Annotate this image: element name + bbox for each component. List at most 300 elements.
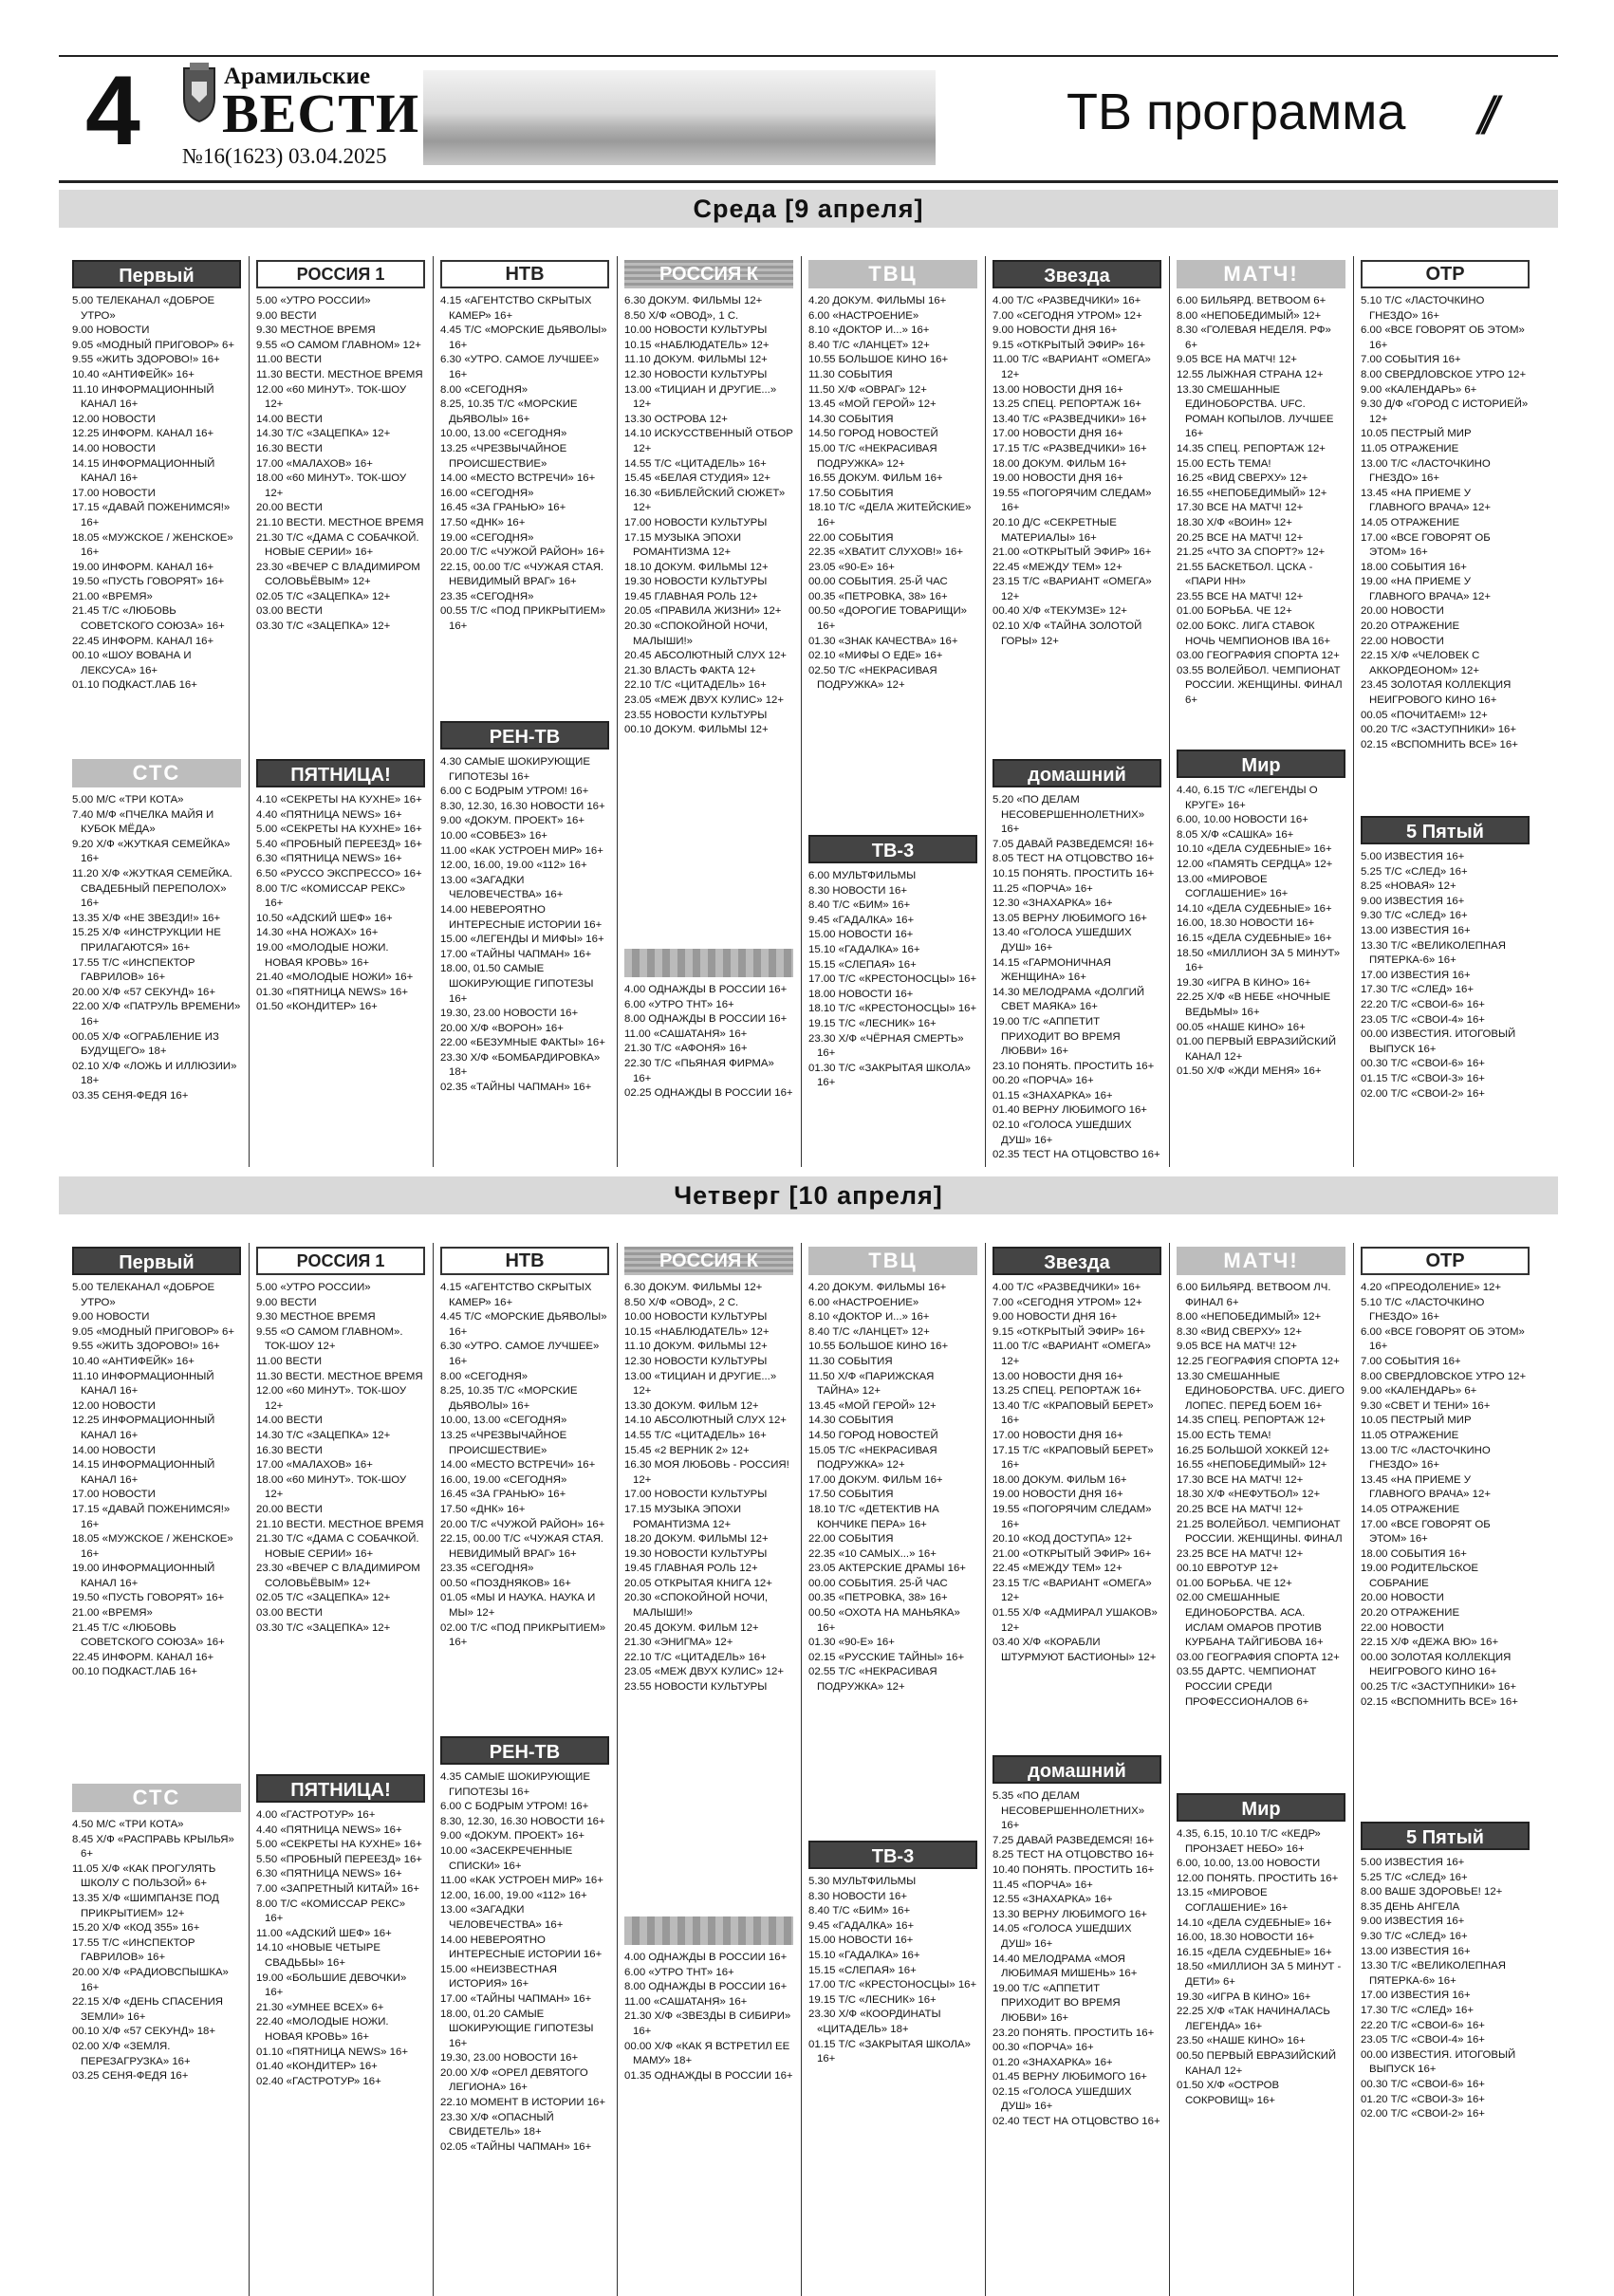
column-divider: [249, 256, 250, 1167]
program-item: 10.00 «СОВБЕЗ» 16+: [440, 829, 547, 842]
program-item: 02.00 БОКС. ЛИГА СТАВОК НОЧЬ ЧЕМПИОНОВ IBA 16+: [1177, 620, 1331, 647]
program-item: 9.30 Д/Ф «ГОРОД С ИСТОРИЕЙ» 12+: [1361, 398, 1529, 425]
program-item: 12.30 «ЗНАХАРКА» 16+: [993, 898, 1113, 910]
program-item: 16.55 ДОКУМ. ФИЛЬМ 16+: [808, 472, 943, 485]
program-item: 8.00 СВЕРДЛОВСКОЕ УТРО 12+: [1361, 1370, 1527, 1382]
program-item: 01.00 БОРЬБА. ЧЕ 12+: [1177, 605, 1292, 618]
program-item: 5.00 М/С «ТРИ КОТА»: [72, 794, 184, 805]
program-item: 19.00 «СЕГОДНЯ»: [440, 531, 534, 544]
program-item: 8.40 Т/С «БИМ» 16+: [808, 1905, 911, 1917]
program-item: 19.15 Т/С «ЛЕСНИК» 16+: [808, 1993, 937, 2006]
program-item: 20.00 Х/Ф «ВОРОН» 16+: [440, 1022, 564, 1034]
program-item: 16.15 «ДЕЛА СУДЕБНЫЕ» 16+: [1177, 932, 1332, 944]
program-item: 12.00 ПОНЯТЬ. ПРОСТИТЬ 16+: [1177, 1872, 1339, 1884]
program-item: 23.30 Х/Ф «ЧЁРНАЯ СМЕРТЬ» 16+: [808, 1032, 964, 1060]
program-item: 14.10 «НОВЫЕ ЧЕТЫРЕ СВАДЬБЫ» 16+: [256, 1942, 380, 1969]
program-item: 01.20 Т/С «СВОИ-3» 16+: [1361, 2093, 1485, 2105]
program-item: 20.25 ВСЕ НА МАТЧ! 12+: [1177, 1503, 1304, 1515]
program-item: 14.10 «ДЕЛА СУДЕБНЫЕ» 16+: [1177, 902, 1332, 915]
column-divider: [985, 256, 986, 1167]
program-item: 21.45 Т/С «ЛЮБОВЬ СОВЕТСКОГО СОЮЗА» 16+: [72, 1621, 225, 1649]
program-item: 17.15 Т/С «РАЗВЕДЧИКИ» 16+: [993, 442, 1147, 454]
program-item: 18.00 ДОКУМ. ФИЛЬМ 16+: [993, 1473, 1127, 1486]
program-item: 6.00 БИЛЬЯРД. ВЕТВООМ ЛЧ. ФИНАЛ 6+: [1177, 1282, 1331, 1308]
program-item: 17.00 ИЗВЕСТИЯ 16+: [1361, 1990, 1471, 2002]
program-item: 17.55 Т/С «ИНСПЕКТОР ГАВРИЛОВ» 16+: [72, 1936, 195, 1964]
program-item: 22.25 Х/Ф «В НЕБЕ «НОЧНЫЕ ВЕДЬМЫ» 16+: [1177, 991, 1331, 1018]
program-item: 02.15 «РУССКИЕ ТАЙНЫ» 16+: [808, 1651, 965, 1663]
program-item: 5.25 Т/С «СЛЕД» 16+: [1361, 865, 1468, 878]
program-item: 00.00 СОБЫТИЯ. 25-Й ЧАС: [808, 576, 948, 588]
program-item: 4.40 «ПЯТНИЦА NEWS» 16+: [256, 1824, 402, 1836]
program-item: 20.20 ОТРАЖЕНИЕ: [1361, 1607, 1460, 1620]
program-item: 21.45 Т/С «ЛЮБОВЬ СОВЕТСКОГО СОЮЗА» 16+: [72, 605, 225, 633]
program-item: 17.50 СОБЫТИЯ: [808, 487, 894, 499]
channel-logo: СТС: [72, 1784, 241, 1812]
program-item: 00.30 Т/С «СВОИ-6» 16+: [1361, 1058, 1485, 1070]
channel-logo: МАТЧ!: [1177, 1247, 1345, 1275]
program-item: 14.05 «ГОЛОСА УШЕДШИХ ДУШ» 16+: [993, 1923, 1132, 1950]
program-item: 23.05 Т/С «СВОИ-4» 16+: [1361, 1013, 1485, 1026]
program-item: 23.55 НОВОСТИ КУЛЬТУРЫ: [624, 1681, 768, 1694]
program-item: 03.00 ВЕСТИ: [256, 1607, 323, 1620]
program-item: 00.10 ПОДКАСТ.ЛАБ 16+: [72, 1666, 197, 1678]
channel-block: [1361, 260, 1530, 752]
program-item: 03.00 ГЕОГРАФИЯ СПОРТА 12+: [1177, 1651, 1340, 1663]
section-title: ТВ программа: [1067, 83, 1406, 140]
program-item: 22.45 «МЕЖДУ ТЕМ» 12+: [993, 561, 1122, 573]
program-item: 02.25 ОДНАЖДЫ В РОССИИ 16+: [624, 1087, 793, 1100]
program-item: 16.45 «ЗА ГРАНЬЮ» 16+: [440, 1489, 566, 1501]
channel-block: [256, 1247, 425, 1636]
program-item: 13.45 «НА ПРИЕМЕ У ГЛАВНОГО ВРАЧА» 12+: [1361, 487, 1491, 514]
program-item: 9.20 Х/Ф «ЖУТКАЯ СЕМЕЙКА» 16+: [72, 838, 231, 865]
program-item: 13.40 Т/С «РАЗВЕДЧИКИ» 16+: [993, 413, 1147, 425]
channel-logo: ТВЦ: [808, 260, 977, 288]
program-item: 9.55 «ЖИТЬ ЗДОРОВО!» 16+: [72, 354, 220, 366]
program-item: 8.30 «ГОЛЕВАЯ НЕДЕЛЯ. РФ» 6+: [1177, 324, 1331, 351]
program-item: 8.35 ДЕНЬ АНГЕЛА: [1361, 1900, 1460, 1913]
program-item: 15.10 «ГАДАЛКА» 16+: [808, 943, 920, 955]
program-item: 22.35 «ХВАТИТ СЛУХОВ!» 16+: [808, 546, 964, 559]
program-item: 13.30 СМЕШАННЫЕ ЕДИНОБОРСТВА. UFC. РОМАН КОПЫЛОВ. ЛУЧШЕЕ 16+: [1177, 383, 1334, 440]
program-item: 19.00 РОДИТЕЛЬСКОЕ СОБРАНИЕ: [1361, 1563, 1478, 1589]
program-item: 8.30 «ВИД СВЕРХУ» 12+: [1177, 1325, 1302, 1338]
program-item: 8.00 «НЕПОБЕДИМЫЙ» 12+: [1177, 1311, 1322, 1324]
program-item: 14.55 Т/С «ЦИТАДЕЛЬ» 16+: [624, 457, 767, 470]
program-item: 17.00 ИЗВЕСТИЯ 16+: [1361, 969, 1471, 981]
program-item: 02.05 Т/С «ЗАЦЕПКА» 12+: [256, 590, 391, 602]
program-item: 15.00 ЕСТЬ ТЕМА!: [1177, 1429, 1271, 1441]
program-item: 22.45 ИНФОРМ. КАНАЛ 16+: [72, 1651, 214, 1663]
program-item: 00.05 «НАШЕ КИНО» 16+: [1177, 1021, 1306, 1033]
program-item: 22.15, 00.00 Т/С «ЧУЖАЯ СТАЯ. НЕВИДИМЫЙ ВРАГ» 16+: [440, 561, 604, 588]
program-item: 9.00 «КАЛЕНДАРЬ» 6+: [1361, 383, 1477, 396]
channel-logo: ОТР: [1361, 260, 1530, 288]
program-item: 8.00 «СЕГОДНЯ»: [440, 1370, 529, 1382]
program-item: 7.25 ДАВАЙ РАЗВЕДЕМСЯ! 16+: [993, 1834, 1155, 1846]
channel-logo: домашний: [993, 759, 1161, 787]
program-item: 10.00 НОВОСТИ КУЛЬТУРЫ: [624, 1311, 768, 1324]
program-item: 21.55 БАСКЕТБОЛ. ЦСКА - «ПАРИ НН»: [1177, 561, 1313, 588]
column-divider: [985, 1243, 986, 2296]
channel-logo: РОССИЯ 1: [256, 260, 425, 288]
program-item: 8.25 ТЕСТ НА ОТЦОВСТВО 16+: [993, 1849, 1155, 1861]
program-item: 10.00 НОВОСТИ КУЛЬТУРЫ: [624, 324, 768, 337]
program-item: 22.40 «МОЛОДЫЕ НОЖИ. НОВАЯ КРОВЬ» 16+: [256, 2016, 389, 2043]
program-item: 20.00 НОВОСТИ: [1361, 1592, 1444, 1604]
program-item: 01.15 Т/С «СВОИ-3» 16+: [1361, 1072, 1485, 1084]
program-item: 4.30 САМЫЕ ШОКИРУЮЩИЕ ГИПОТЕЗЫ 16+: [440, 756, 590, 783]
program-item: 6.30 ДОКУМ. ФИЛЬМЫ 12+: [624, 295, 763, 306]
program-item: 14.30 СОБЫТИЯ: [808, 1415, 894, 1427]
channel-logo: ТВЦ: [808, 1247, 977, 1275]
program-item: 17.00 НОВОСТИ КУЛЬТУРЫ: [624, 1489, 768, 1501]
program-item: 20.45 ДОКУМ. ФИЛЬМ 12+: [624, 1621, 759, 1634]
program-item: 13.00 «ТИЦИАН И ДРУГИЕ...» 12+: [624, 383, 777, 411]
program-item: 10.15 «НАБЛЮДАТЕЛЬ» 12+: [624, 1325, 770, 1338]
program-item: 9.00 НОВОСТИ ДНЯ 16+: [993, 324, 1118, 337]
program-item: 18.05 «МУЖСКОЕ / ЖЕНСКОЕ» 16+: [72, 531, 233, 559]
program-item: 13.00 НОВОСТИ ДНЯ 16+: [993, 383, 1123, 396]
program-item: 13.40 Т/С «КРАПОВЫЙ БЕРЕТ» 16+: [993, 1399, 1154, 1427]
header-rule: [59, 180, 1558, 183]
program-item: 9.55 «ЖИТЬ ЗДОРОВО!» 16+: [72, 1341, 220, 1353]
program-item: 8.45 Х/Ф «РАСПРАВЬ КРЫЛЬЯ» 6+: [72, 1833, 234, 1861]
program-item: 22.15 Х/Ф «ЧЕЛОВЕК С АККОРДЕОНОМ» 12+: [1361, 650, 1480, 676]
program-item: 8.30, 12.30, 16.30 НОВОСТИ 16+: [440, 1815, 605, 1827]
program-item: 13.35 Х/Ф «ШИМПАНЗЕ ПОД ПРИКРЫТИЕМ» 12+: [72, 1892, 219, 1919]
program-item: 21.30 «УМНЕЕ ВСЕХ» 6+: [256, 2001, 384, 2013]
program-item: 00.50 «ДОРОГИЕ ТОВАРИЩИ» 16+: [808, 605, 968, 633]
program-item: 9.00 ИЗВЕСТИЯ 16+: [1361, 1916, 1465, 1928]
program-item: 22.10 МОМЕНТ В ИСТОРИИ 16+: [440, 2097, 606, 2109]
program-item: 9.05 ВСЕ НА МАТЧ! 12+: [1177, 1341, 1297, 1353]
program-item: 20.00 Х/Ф «57 СЕКУНД» 16+: [72, 986, 216, 998]
program-item: 01.30 «ПЯТНИЦА NEWS» 16+: [256, 986, 408, 998]
program-item: 10.05 ПЕСТРЫЙ МИР: [1361, 1415, 1472, 1427]
program-item: 21.30 ВЛАСТЬ ФАКТА 12+: [624, 664, 756, 676]
channel-logo: НТВ: [440, 260, 609, 288]
program-item: 13.30 СМЕШАННЫЕ ЕДИНОБОРСТВА. UFC. ДИЕГО ЛОПЕС. ПЕРЕД БОЕМ 16+: [1177, 1370, 1345, 1412]
program-item: 11.00 «КАК УСТРОЕН МИР» 16+: [440, 844, 603, 857]
program-item: 5.30 МУЛЬТФИЛЬМЫ: [808, 1876, 917, 1887]
program-item: 11.50 Х/Ф «ОВРАГ» 12+: [808, 383, 927, 396]
program-item: 6.00, 10.00 НОВОСТИ 16+: [1177, 814, 1308, 826]
program-item: 12.00, 16.00, 19.00 «112» 16+: [440, 1889, 587, 1901]
program-item: 21.30 «ЭНИГМА» 12+: [624, 1637, 733, 1649]
program-item: 00.50 «ОХОТА НА МАНЬЯКА» 16+: [808, 1607, 960, 1634]
program-item: 16.25 БОЛЬШОЙ ХОККЕЙ 12+: [1177, 1444, 1329, 1456]
program-item: 9.30 МЕСТНОЕ ВРЕМЯ: [256, 324, 376, 337]
program-item: 23.45 ЗОЛОТАЯ КОЛЛЕКЦИЯ НЕИГРОВОГО КИНО 16+: [1361, 679, 1512, 707]
program-item: 11.00 «САШАТАНЯ» 16+: [624, 1995, 748, 2008]
program-item: 23.55 ВСЕ НА МАТЧ! 12+: [1177, 590, 1304, 602]
program-item: 14.55 Т/С «ЦИТАДЕЛЬ» 16+: [624, 1429, 767, 1441]
program-item: 6.00 «УТРО ТНТ» 16+: [624, 1966, 734, 1978]
program-item: 10.40 ПОНЯТЬ. ПРОСТИТЬ 16+: [993, 1863, 1155, 1876]
program-item: 23.35 «СЕГОДНЯ»: [440, 1563, 534, 1575]
program-item: 19.00 Т/С «АППЕТИТ ПРИХОДИТ ВО ВРЕМЯ ЛЮБВИ» 16+: [993, 1982, 1121, 2024]
program-item: 10.00, 13.00 «СЕГОДНЯ»: [440, 1415, 567, 1427]
program-item: 9.00 «ДОКУМ. ПРОЕКТ» 16+: [440, 1830, 584, 1842]
program-item: 01.50 Х/Ф «ОСТРОВ СОКРОВИЩ» 16+: [1177, 2080, 1280, 2106]
program-item: 6.30 «ПЯТНИЦА NEWS» 16+: [256, 853, 402, 865]
channel-logo: НТВ: [440, 1247, 609, 1275]
program-item: 5.10 Т/С «ЛАСТОЧКИНО ГНЕЗДО» 16+: [1361, 295, 1485, 322]
program-item: 17.30 ВСЕ НА МАТЧ! 12+: [1177, 1473, 1304, 1486]
program-item: 02.00 Х/Ф «ЗЕМЛЯ. ПЕРЕЗАГРУЗКА» 16+: [72, 2040, 191, 2067]
program-item: 11.10 ИНФОРМАЦИОННЫЙ КАНАЛ 16+: [72, 383, 214, 411]
program-item: 8.30 НОВОСТИ 16+: [808, 884, 907, 897]
program-item: 18.00 НОВОСТИ 16+: [808, 988, 914, 1000]
program-item: 5.50 «ПРОБНЫЙ ПЕРЕЕЗД» 16+: [256, 1853, 422, 1865]
channel-block: [440, 260, 609, 635]
program-item: 13.30 Т/С «ВЕЛИКОЛЕПНАЯ ПЯТЕРКА-6» 16+: [1361, 939, 1506, 967]
channel-logo: СТС: [72, 759, 241, 787]
program-item: 02.35 «ТАЙНЫ ЧАПМАН» 16+: [440, 1082, 592, 1094]
program-item: 13.45 «МОЙ ГЕРОЙ» 12+: [808, 398, 937, 411]
channel-block: [1361, 816, 1530, 1102]
program-item: 18.00 СОБЫТИЯ 16+: [1361, 1547, 1467, 1560]
program-item: 10.50 «АДСКИЙ ШЕФ» 16+: [256, 912, 393, 924]
program-item: 7.00 СОБЫТИЯ 16+: [1361, 1355, 1461, 1367]
program-item: 03.55 ДАРТС. ЧЕМПИОНАТ РОССИИ СРЕДИ ПРОФЕССИОНАЛОВ 6+: [1177, 1666, 1317, 1708]
program-item: 12.00 НОВОСТИ: [72, 413, 156, 425]
program-item: 02.15 «ВСПОМНИТЬ ВСЕ» 16+: [1361, 738, 1518, 750]
program-item: 18.30 Х/Ф «ВОИН» 12+: [1177, 516, 1292, 528]
program-item: 14.10 «ДЕЛА СУДЕБНЫЕ» 16+: [1177, 1916, 1332, 1929]
program-item: 16.30 ВЕСТИ: [256, 442, 323, 454]
program-item: 17.15 МУЗЫКА ЭПОХИ РОМАНТИЗМА 12+: [624, 1503, 742, 1530]
program-item: 4.20 ДОКУМ. ФИЛЬМЫ 16+: [808, 295, 947, 306]
channel-block: [1177, 1247, 1345, 1710]
channel-logo: РОССИЯ К: [624, 260, 793, 288]
program-item: 18.10 ДОКУМ. ФИЛЬМЫ 12+: [624, 561, 769, 573]
channel-logo: 5 Пятый: [1361, 1822, 1530, 1850]
column-divider: [1353, 1243, 1354, 2296]
program-item: 11.50 Х/Ф «ПАРИЖСКАЯ ТАЙНА» 12+: [808, 1370, 935, 1398]
channel-block: [72, 759, 241, 1103]
program-item: 15.00 НОВОСТИ 16+: [808, 929, 914, 941]
program-item: 17.00 «ВСЕ ГОВОРЯТ ОБ ЭТОМ» 16+: [1361, 1518, 1491, 1546]
program-item: 20.10 «КОД ДОСТУПА» 12+: [993, 1533, 1133, 1546]
section-slashes: //: [1478, 85, 1490, 145]
column-divider: [1169, 256, 1170, 1167]
program-item: 23.05 Т/С «СВОИ-4» 16+: [1361, 2034, 1485, 2046]
program-item: 18.50 «МИЛЛИОН ЗА 5 МИНУТ» 16+: [1177, 947, 1341, 974]
program-item: 01.50 «КОНДИТЕР» 16+: [256, 1001, 378, 1013]
program-item: 19.55 «ПОГОРЯЧИМ СЛЕДАМ» 16+: [993, 487, 1152, 514]
program-item: 20.00 Т/С «ЧУЖОЙ РАЙОН» 16+: [440, 546, 605, 559]
program-item: 4.00 ОДНАЖДЫ В РОССИИ 16+: [624, 1952, 788, 1963]
program-item: 17.00 «МАЛАХОВ» 16+: [256, 457, 373, 470]
program-item: 6.00 «НАСТРОЕНИЕ»: [808, 1296, 919, 1308]
program-item: 17.00 НОВОСТИ: [72, 487, 156, 499]
program-item: 16.55 «НЕПОБЕДИМЫЙ» 12+: [1177, 487, 1327, 499]
channel-block: [1177, 260, 1345, 709]
program-item: 18.00 «60 МИНУТ». ТОК-ШОУ 12+: [256, 472, 407, 499]
program-item: 16.25 «ВИД СВЕРХУ» 12+: [1177, 472, 1308, 485]
program-item: 20.00 НОВОСТИ: [1361, 605, 1444, 618]
program-item: 11.10 ДОКУМ. ФИЛЬМЫ 12+: [624, 354, 768, 366]
program-item: 13.30 ВЕРНУ ЛЮБИМОГО 16+: [993, 1908, 1147, 1920]
program-item: 8.00 «НЕПОБЕДИМЫЙ» 12+: [1177, 309, 1322, 322]
channel-logo: Мир: [1177, 1793, 1345, 1822]
program-item: 23.15 Т/С «ВАРИАНТ «ОМЕГА» 12+: [993, 576, 1152, 602]
program-item: 10.05 ПЕСТРЫЙ МИР: [1361, 428, 1472, 440]
logo-main-text: ВЕСТИ: [222, 83, 420, 144]
program-item: 18.20 ДОКУМ. ФИЛЬМЫ 12+: [624, 1533, 769, 1546]
channel-block: [1177, 1793, 1345, 2108]
program-item: 5.35 «ПО ДЕЛАМ НЕСОВЕРШЕННОЛЕТНИХ» 16+: [993, 1790, 1145, 1832]
column-divider: [1169, 1243, 1170, 2296]
program-item: 4.45 Т/С «МОРСКИЕ ДЬЯВОЛЫ» 16+: [440, 324, 607, 351]
program-item: 03.00 ГЕОГРАФИЯ СПОРТА 12+: [1177, 650, 1340, 662]
program-item: 8.05 ТЕСТ НА ОТЦОВСТВО 16+: [993, 853, 1155, 865]
program-item: 23.30 «ВЕЧЕР С ВЛАДИМИРОМ СОЛОВЬЁВЫМ» 12+: [256, 1563, 420, 1589]
program-item: 15.15 «СЛЕПАЯ» 16+: [808, 958, 917, 971]
program-item: 03.35 СЕНЯ-ФЕДЯ 16+: [72, 1089, 189, 1102]
program-item: 13.00 НОВОСТИ ДНЯ 16+: [993, 1370, 1123, 1382]
program-item: 21.25 «ЧТО ЗА СПОРТ?» 12+: [1177, 546, 1326, 559]
program-item: 00.00 ИЗВЕСТИЯ. ИТОГОВЫЙ ВЫПУСК 16+: [1361, 2048, 1516, 2076]
program-item: 18.00, 01.50 САМЫЕ ШОКИРУЮЩИЕ ГИПОТЕЗЫ 16+: [440, 963, 594, 1005]
program-item: 19.30, 23.00 НОВОСТИ 16+: [440, 2052, 579, 2065]
program-item: 14.15 ИНФОРМАЦИОННЫЙ КАНАЛ 16+: [72, 457, 215, 485]
program-item: 17.30 Т/С «СЛЕД» 16+: [1361, 984, 1474, 996]
program-item: 00.35 «ПЕТРОВКА, 38» 16+: [808, 590, 948, 602]
channel-block: [440, 1247, 609, 1651]
program-item: 13.00 Т/С «ЛАСТОЧКИНО ГНЕЗДО» 16+: [1361, 1444, 1491, 1472]
program-item: 4.20 «ПРЕОДОЛЕНИЕ» 12+: [1361, 1282, 1502, 1293]
channel-logo: Мир: [1177, 750, 1345, 778]
program-item: 5.00 «СЕКРЕТЫ НА КУХНЕ» 16+: [256, 824, 422, 836]
program-item: 15.45 «БЕЛАЯ СТУДИЯ» 12+: [624, 472, 771, 485]
program-item: 13.00 ИЗВЕСТИЯ 16+: [1361, 1945, 1471, 1957]
channel-logo: [624, 1916, 793, 1945]
program-item: 4.15 «АГЕНТСТВО СКРЫТЫХ КАМЕР» 16+: [440, 295, 592, 322]
program-item: 01.30 «ЗНАК КАЧЕСТВА» 16+: [808, 635, 958, 647]
program-item: 9.30 «СВЕТ И ТЕНИ» 16+: [1361, 1399, 1491, 1412]
channel-logo: ТВ-3: [808, 1841, 977, 1869]
program-item: 21.25 ВОЛЕЙБОЛ. ЧЕМПИОНАТ РОССИИ. ЖЕНЩИНЫ. ФИНАЛ: [1177, 1518, 1343, 1546]
program-item: 6.00 МУЛЬТФИЛЬМЫ: [808, 870, 917, 881]
program-item: 17.50 «ДНК» 16+: [440, 516, 526, 528]
column-divider: [249, 1243, 250, 2296]
program-item: 16.00, 18.30 НОВОСТИ 16+: [1177, 917, 1315, 930]
program-item: 13.25 «ЧРЕЗВЫЧАЙНОЕ ПРОИСШЕСТВИЕ»: [440, 442, 567, 470]
program-item: 11.00 «КАК УСТРОЕН МИР» 16+: [440, 1875, 603, 1887]
program-item: 11.45 «ПОРЧА» 16+: [993, 1879, 1093, 1891]
program-item: 14.10 АБСОЛЮТНЫЙ СЛУХ 12+: [624, 1415, 787, 1427]
program-item: 17.00 НОВОСТИ ДНЯ 16+: [993, 1429, 1123, 1441]
program-item: 9.15 «ОТКРЫТЫЙ ЭФИР» 16+: [993, 1325, 1146, 1338]
program-item: 00.00 СОБЫТИЯ. 25-Й ЧАС: [808, 1577, 948, 1589]
program-item: 02.40 «ГАСТРОТУР» 16+: [256, 2075, 381, 2087]
column-divider: [801, 1243, 802, 2296]
channel-block: [440, 721, 609, 1096]
program-item: 17.00 НОВОСТИ: [72, 1489, 156, 1501]
program-item: 14.15 ИНФОРМАЦИОННЫЙ КАНАЛ 16+: [72, 1459, 215, 1486]
program-item: 23.30 Х/Ф «БОМБАРДИРОВКА» 18+: [440, 1051, 601, 1079]
program-item: 16.15 «ДЕЛА СУДЕБНЫЕ» 16+: [1177, 1946, 1332, 1958]
program-item: 00.20 «ПОРЧА» 16+: [993, 1075, 1094, 1087]
program-item: 22.15, 00.00 Т/С «ЧУЖАЯ СТАЯ. НЕВИДИМЫЙ ВРАГ» 16+: [440, 1533, 604, 1560]
program-item: 01.55 Х/Ф «АДМИРАЛ УШАКОВ» 12+: [993, 1607, 1158, 1634]
program-item: 4.35, 6.15, 10.10 Т/С «КЕДР» ПРОНЗАЕТ НЕБО» 16+: [1177, 1828, 1321, 1855]
channel-block: [993, 1247, 1161, 1665]
program-item: 02.55 Т/С «НЕКРАСИВАЯ ПОДРУЖКА» 12+: [808, 1666, 937, 1694]
program-item: 23.05 «МЕЖ ДВУХ КУЛИС» 12+: [624, 694, 785, 707]
program-item: 01.05 «МЫ И НАУКА. НАУКА И МЫ» 12+: [440, 1592, 596, 1620]
program-item: 9.00 НОВОСТИ: [72, 324, 150, 337]
newspaper-logo: [180, 61, 420, 171]
program-item: 9.00 ВЕСТИ: [256, 309, 317, 322]
header-photo: [423, 70, 936, 165]
program-item: 11.00 «САШАТАНЯ» 16+: [624, 1028, 748, 1040]
channel-block: [256, 260, 425, 635]
column-divider: [617, 256, 618, 1167]
program-item: 14.00 НОВОСТИ: [72, 442, 156, 454]
program-item: 13.25 СПЕЦ. РЕПОРТАЖ 16+: [993, 1385, 1141, 1398]
program-item: 17.00 «ТАЙНЫ ЧАПМАН» 16+: [440, 1992, 592, 2005]
channel-logo: [624, 949, 793, 977]
program-item: 20.45 АБСОЛЮТНЫЙ СЛУХ 12+: [624, 650, 787, 662]
program-item: 17.15 «ДАВАЙ ПОЖЕНИМСЯ!» 16+: [72, 1503, 231, 1530]
program-item: 01.30 «90-Е» 16+: [808, 1637, 895, 1649]
program-item: 6.00 БИЛЬЯРД. ВЕТВООМ 6+: [1177, 295, 1326, 306]
channel-logo: МАТЧ!: [1177, 260, 1345, 288]
program-item: 14.00 НОВОСТИ: [72, 1444, 156, 1456]
program-item: 01.40 «КОНДИТЕР» 16+: [256, 2061, 378, 2073]
program-item: 14.40 МЕЛОДРАМА «МОЯ ЛЮБИМАЯ МИШЕНЬ» 16+: [993, 1953, 1138, 1980]
program-item: 4.00 «ГАСТРОТУР» 16+: [256, 1809, 376, 1821]
program-item: 5.20 «ПО ДЕЛАМ НЕСОВЕРШЕННОЛЕТНИХ» 16+: [993, 794, 1145, 836]
program-item: 18.10 Т/С «ДЕТЕКТИВ НА КОНЧИКЕ ПЕРА» 16+: [808, 1503, 939, 1530]
program-item: 01.40 ВЕРНУ ЛЮБИМОГО 16+: [993, 1104, 1147, 1117]
program-item: 23.05 «МЕЖ ДВУХ КУЛИС» 12+: [624, 1666, 785, 1678]
program-item: 11.30 СОБЫТИЯ: [808, 1355, 893, 1367]
program-item: 7.00 «СЕГОДНЯ УТРОМ» 12+: [993, 1296, 1142, 1308]
program-item: 8.10 «ДОКТОР И...» 16+: [808, 1311, 930, 1324]
program-item: 00.55 Т/С «ПОД ПРИКРЫТИЕМ» 16+: [440, 605, 606, 633]
program-item: 16.45 «ЗА ГРАНЬЮ» 16+: [440, 502, 566, 514]
program-item: 00.00 ЗОЛОТАЯ КОЛЛЕКЦИЯ НЕИГРОВОГО КИНО 16+: [1361, 1651, 1512, 1678]
program-item: 16.00 «СЕГОДНЯ»: [440, 487, 534, 499]
program-item: 20.05 «ПРАВИЛА ЖИЗНИ» 12+: [624, 605, 782, 618]
program-item: 5.10 Т/С «ЛАСТОЧКИНО ГНЕЗДО» 16+: [1361, 1296, 1485, 1324]
program-item: 14.00 ВЕСТИ: [256, 1415, 323, 1427]
program-item: 20.10 Д/С «СЕКРЕТНЫЕ МАТЕРИАЛЫ» 16+: [993, 516, 1117, 544]
channel-logo: РОССИЯ К: [624, 1247, 793, 1275]
program-item: 00.10 Х/Ф «57 СЕКУНД» 18+: [72, 2026, 216, 2038]
program-item: 16.00, 18.30 НОВОСТИ 16+: [1177, 1932, 1315, 1944]
program-item: 23.30 Х/Ф «ОПАСНЫЙ СВИДЕТЕЛЬ» 18+: [440, 2111, 554, 2139]
program-item: 18.00 «60 МИНУТ». ТОК-ШОУ 12+: [256, 1473, 407, 1501]
program-item: 6.00 «ВСЕ ГОВОРЯТ ОБ ЭТОМ» 16+: [1361, 324, 1525, 351]
program-item: 03.55 ВОЛЕЙБОЛ. ЧЕМПИОНАТ РОССИИ. ЖЕНЩИНЫ. ФИНАЛ 6+: [1177, 664, 1343, 707]
program-item: 16.30 «БИБЛЕЙСКИЙ СЮЖЕТ» 12+: [624, 487, 786, 514]
program-item: 22.45 «МЕЖДУ ТЕМ» 12+: [993, 1563, 1122, 1575]
program-item: 11.25 «ПОРЧА» 16+: [993, 882, 1093, 895]
program-item: 01.50 Х/Ф «ЖДИ МЕНЯ» 16+: [1177, 1065, 1322, 1078]
program-item: 9.45 «ГАДАЛКА» 16+: [808, 1919, 915, 1932]
program-item: 11.00 «АДСКИЙ ШЕФ» 16+: [256, 1927, 392, 1939]
program-item: 18.10 Т/С «КРЕСТОНОСЦЫ» 16+: [808, 1003, 977, 1015]
program-item: 18.05 «МУЖСКОЕ / ЖЕНСКОЕ» 16+: [72, 1533, 233, 1560]
program-item: 23.20 ПОНЯТЬ. ПРОСТИТЬ 16+: [993, 2027, 1155, 2039]
